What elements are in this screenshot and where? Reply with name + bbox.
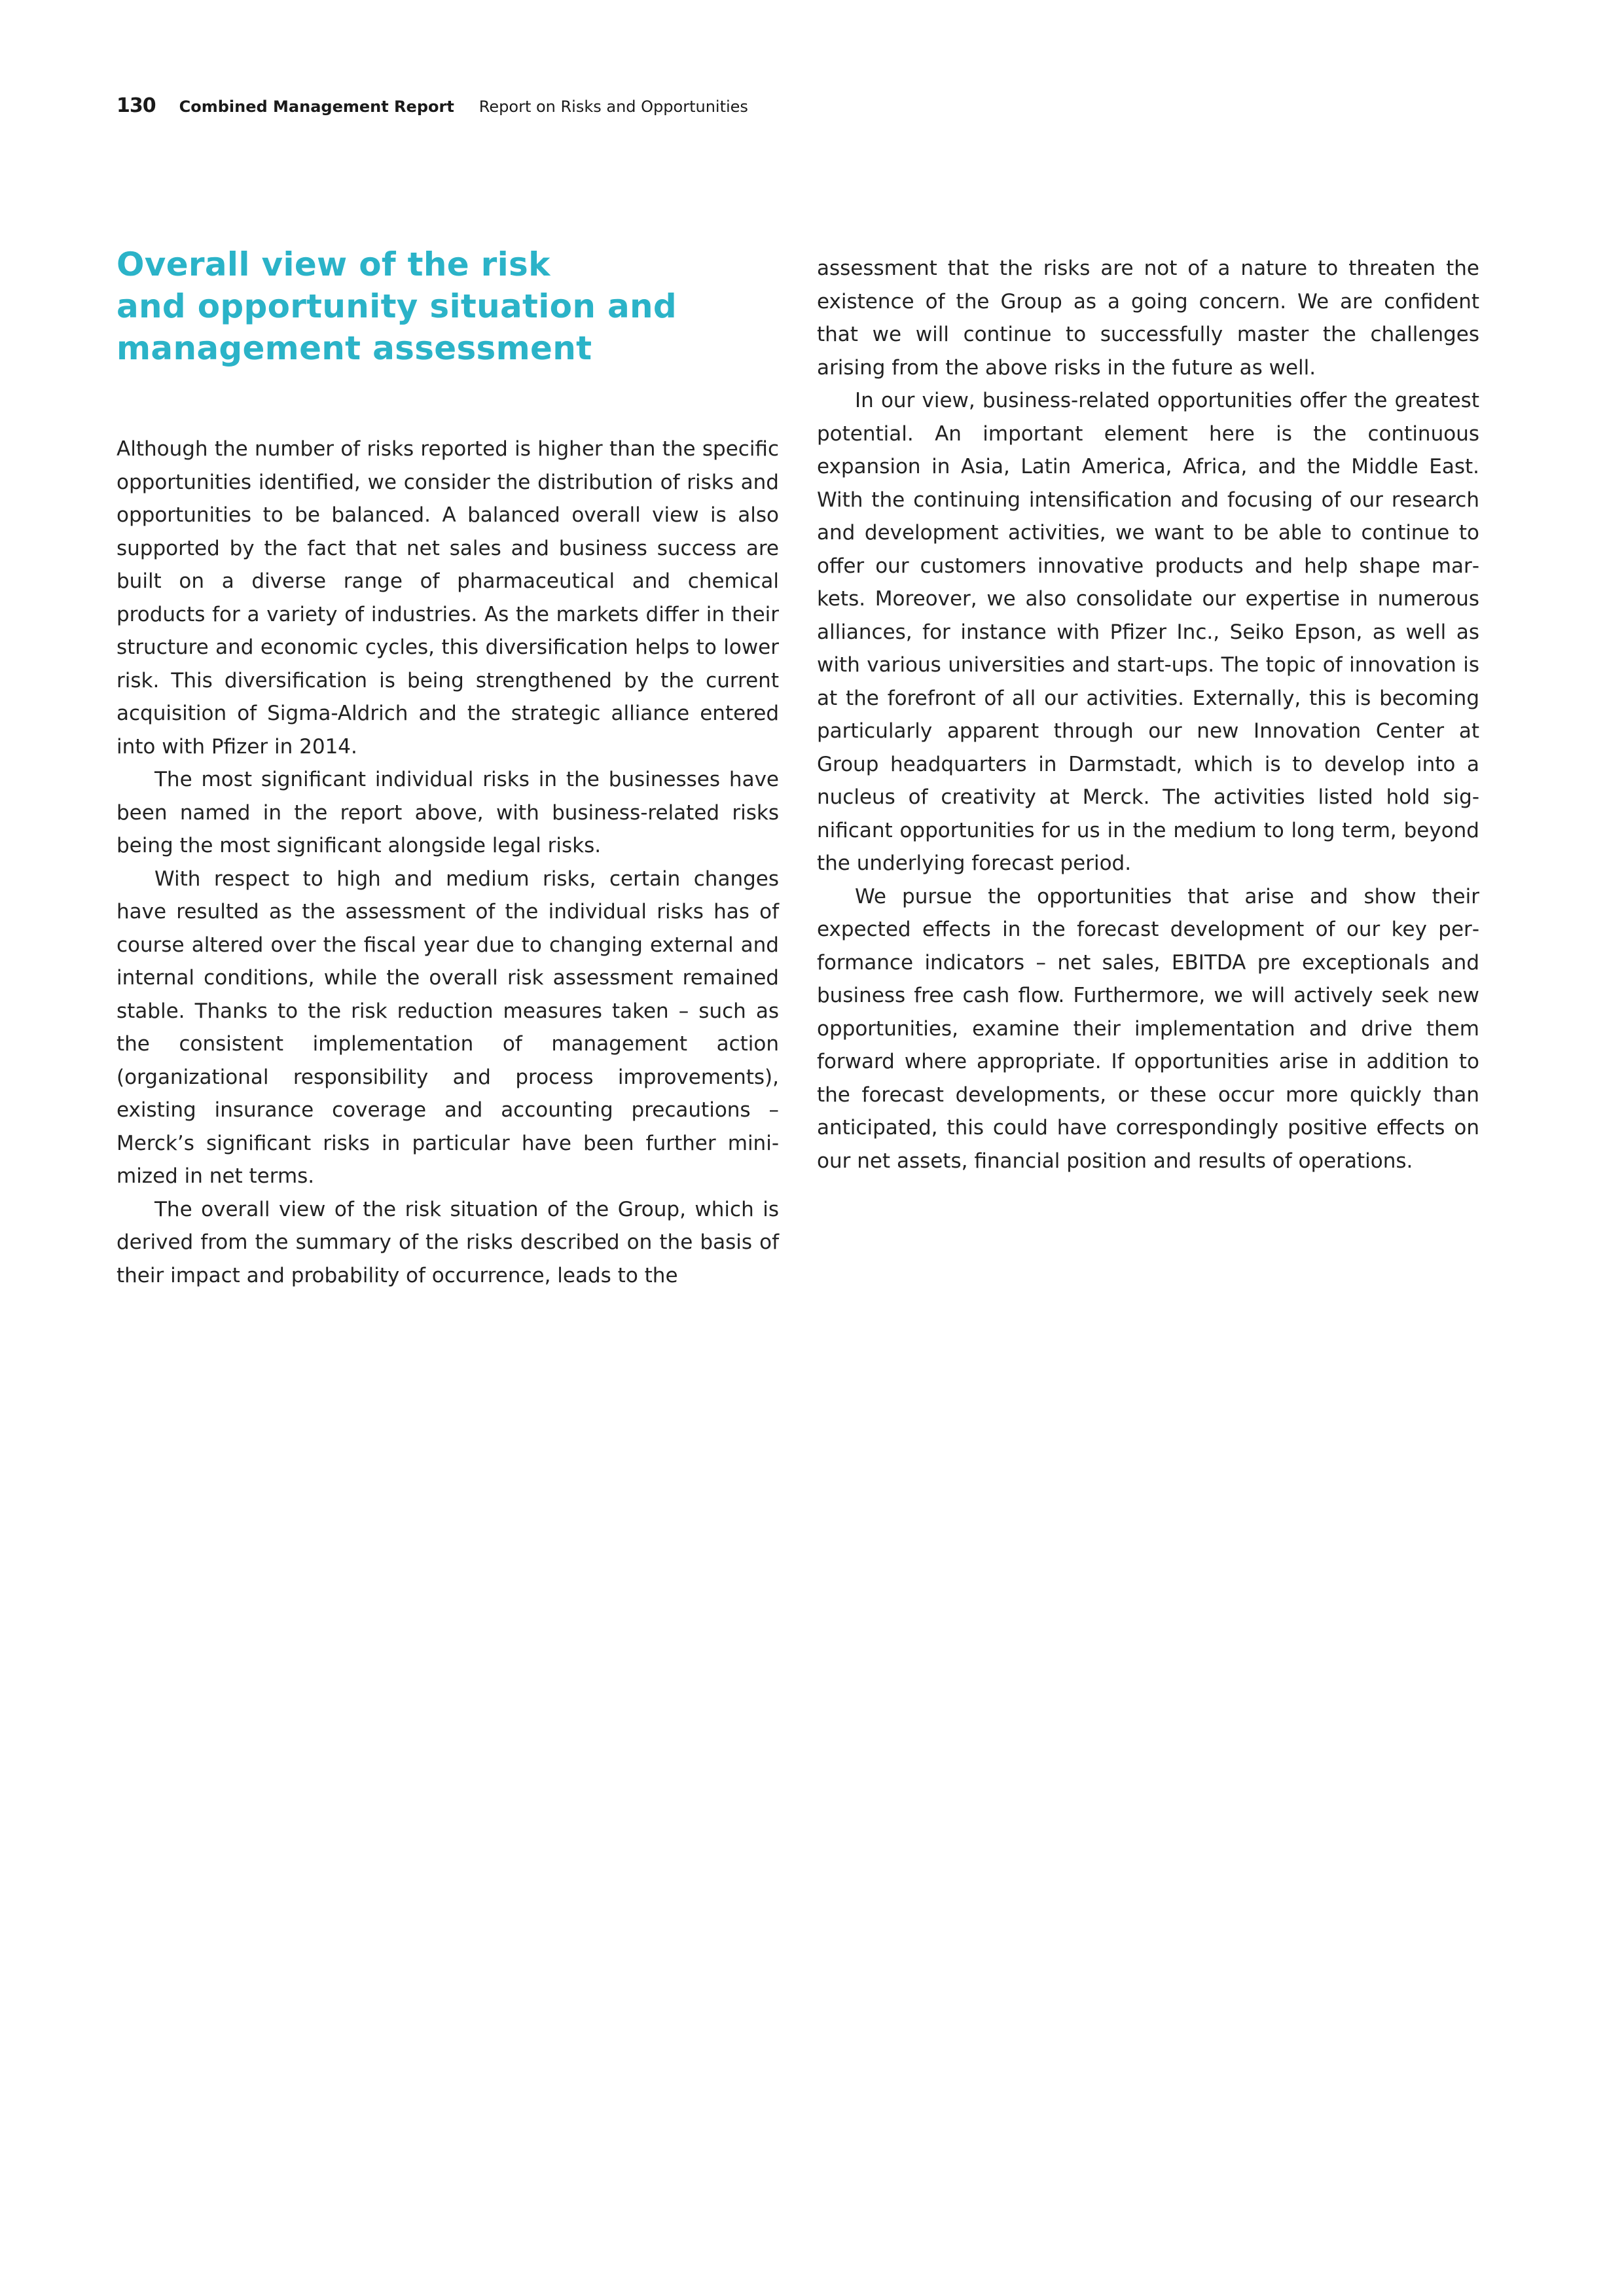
page-number: 130 (117, 94, 156, 117)
section-title: Combined Management Report (179, 98, 454, 116)
paragraph: In our view, business-related opportunities offer the greatest potential. An important element here is the continuous expansion in Asia, Latin America, Africa, and the Middle East. With the continuing intensification and focusing of our research and development activities, we want to be able to continue to offer our customers innovative products and help shape markets. Moreover, we also consolidate our expertise in numerous alliances, for instance with Pfizer Inc., Seiko Epson, as well as with various universities and start-ups. The topic of innovation is at the forefront of all our activities. Externally, this is becoming particularly apparent through our new Innovation Center at Group headquarters in Darmstadt, which is to develop into a nucleus of creativity at Merck. The activities listed hold significant opportunities for us in the medium to long term, beyond the underlying forecast period. (817, 389, 1479, 875)
running-header (117, 94, 748, 120)
heading-line: Overall view of the risk (117, 245, 550, 283)
right-column (817, 243, 1479, 1177)
subsection-title: Report on Risks and Opportunities (478, 98, 748, 116)
section-heading (117, 243, 779, 369)
paragraph: The overall view of the risk situation of the Group, which is derived from the summary of the risks described on the basis of their impact and probability of occurrence, leads to the (117, 1197, 779, 1287)
heading-line: management assessment (117, 329, 592, 367)
paragraph: With respect to high and medium risks, certain changes have resulted as the assessment of the individual risks has of course altered over the fiscal year due to changing external and internal conditions, while the overall risk assessment remained stable. Thanks to the risk reduction measures taken – such as the consistent implementation of management action (organizational responsibility and process improvements), existing insurance coverage and accounting precautions – Merck’s significant risks in particular have been further minimized in net terms. (117, 867, 779, 1188)
heading-line: and opportunity situation and (117, 287, 677, 325)
paragraph: The most significant individual risks in the businesses have been named in the report above, with business-related risks being the most significant alongside legal risks. (117, 768, 779, 857)
paragraph: assessment that the risks are not of a nature to threaten the existence of the Group as a going concern. We are confident that we will continue to successfully master the challenges arising from the above risks in the future as well. (817, 257, 1479, 380)
paragraph: Although the number of risks reported is higher than the specific opportunities identified, we consider the distribution of risks and opportunities to be balanced. A balanced overall view is also supported by the fact that net sales and business success are built on a diverse range of pharmaceutical and chemical products for a variety of industries. As the markets differ in their structure and economic cycles, this diversification helps to lower risk. This diversification is being strengthened by the current acquisition of Sigma-Aldrich and the strategic alliance entered into with Pfizer in 2014. (117, 437, 779, 759)
left-column (117, 243, 779, 1292)
paragraph: We pursue the opportunities that arise and show their expected effects in the forecast development of our key performance indicators – net sales, EBITDA pre exceptionals and business free cash flow. Furthermore, we will actively seek new opportunities, examine their implementation and drive them forward where appropriate. If opportunities arise in addition to the forecast developments, or these occur more quickly than anticipated, this could have correspondingly positive effects on our net assets, financial position and results of operations. (817, 884, 1479, 1173)
